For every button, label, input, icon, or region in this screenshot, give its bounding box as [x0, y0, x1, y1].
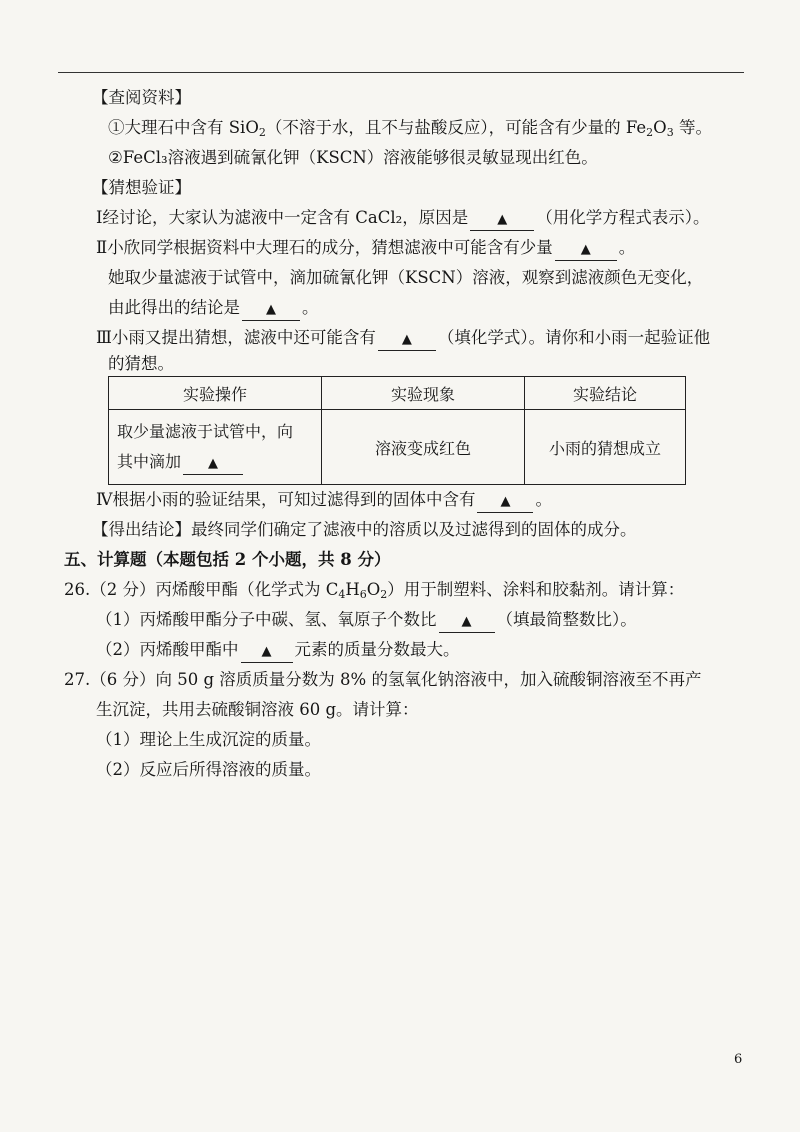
question-27: 27.（6 分）向 50 g 溶质质量分数为 8% 的氢氧化钠溶液中，加入硫酸铜溶液至不再产: [64, 670, 702, 689]
table-header-phenomenon: 实验现象: [322, 377, 525, 410]
guess-heading: 【猜想验证】: [92, 178, 191, 197]
question-III-line2: 的猜想。: [108, 354, 174, 373]
question-II: Ⅱ小欣同学根据资料中大理石的成分，猜想滤液中可能含有少量 ▲ 。: [96, 236, 635, 261]
answer-blank[interactable]: ▲: [439, 610, 495, 633]
question-27-2: （2）反应后所得溶液的质量。: [96, 760, 321, 779]
question-27-1: （1）理论上生成沉淀的质量。: [96, 730, 321, 749]
answer-blank[interactable]: ▲: [477, 490, 533, 513]
question-26-1: （1）丙烯酸甲酯分子中碳、氢、氧原子个数比 ▲ （填最简整数比）。: [96, 608, 637, 633]
page-number: 6: [734, 1052, 743, 1067]
answer-blank[interactable]: ▲: [470, 208, 534, 231]
answer-blank[interactable]: ▲: [555, 238, 617, 261]
question-II-line2: 她取少量滤液于试管中，滴加硫氰化钾（KSCN）溶液，观察到滤液颜色无变化，: [108, 268, 704, 287]
answer-blank[interactable]: ▲: [241, 640, 293, 663]
question-27-line2: 生沉淀，共用去硫酸铜溶液 60 g。请计算：: [96, 700, 419, 719]
lookup-item-1: ①大理石中含有 SiO$_2$（不溶于水，且不与盐酸反应），可能含有少量的 $Fe_2O_3$ 等。: [108, 118, 712, 139]
operation-cell: 取少量滤液于试管中，向 其中滴加 ▲: [109, 410, 322, 485]
answer-blank[interactable]: ▲: [242, 298, 300, 321]
conclusion-cell: 小雨的猜想成立: [525, 410, 686, 485]
table-header-operation: 实验操作: [109, 377, 322, 410]
question-II-line3: 由此得出的结论是 ▲ 。: [108, 296, 319, 321]
question-I: Ⅰ经讨论，大家认为滤液中一定含有 CaCl₂，原因是 ▲ （用化学方程式表示）。: [96, 206, 710, 231]
question-26: 26.（2 分）丙烯酸甲酯（化学式为 $C_4H_6O_2$）用于制塑料、涂料和胶黏剂。请计算：: [64, 580, 685, 601]
answer-blank[interactable]: ▲: [183, 452, 243, 475]
section-title: 五、计算题（本题包括 2 个小题，共 8 分）: [64, 550, 391, 569]
question-26-2: （2）丙烯酸甲酯中 ▲ 元素的质量分数最大。: [96, 638, 460, 663]
header-rule: [58, 72, 744, 73]
table-row: [109, 410, 686, 485]
lookup-item-2: ②FeCl₃溶液遇到硫氰化钾（KSCN）溶液能够很灵敏显现出红色。: [108, 148, 598, 167]
lookup-heading: 【查阅资料】: [92, 88, 191, 107]
question-IV: Ⅳ根据小雨的验证结果，可知过滤得到的固体中含有 ▲ 。: [96, 488, 552, 513]
experiment-table: [108, 376, 686, 485]
phenomenon-cell: 溶液变成红色: [322, 410, 525, 485]
question-III: Ⅲ小雨又提出猜想，滤液中还可能含有 ▲ （填化学式）。请你和小雨一起验证他: [96, 326, 710, 351]
conclusion-line: 【得出结论】最终同学们确定了滤液中的溶质以及过滤得到的固体的成分。: [92, 520, 637, 539]
answer-blank[interactable]: ▲: [378, 328, 436, 351]
table-header-conclusion: 实验结论: [525, 377, 686, 410]
